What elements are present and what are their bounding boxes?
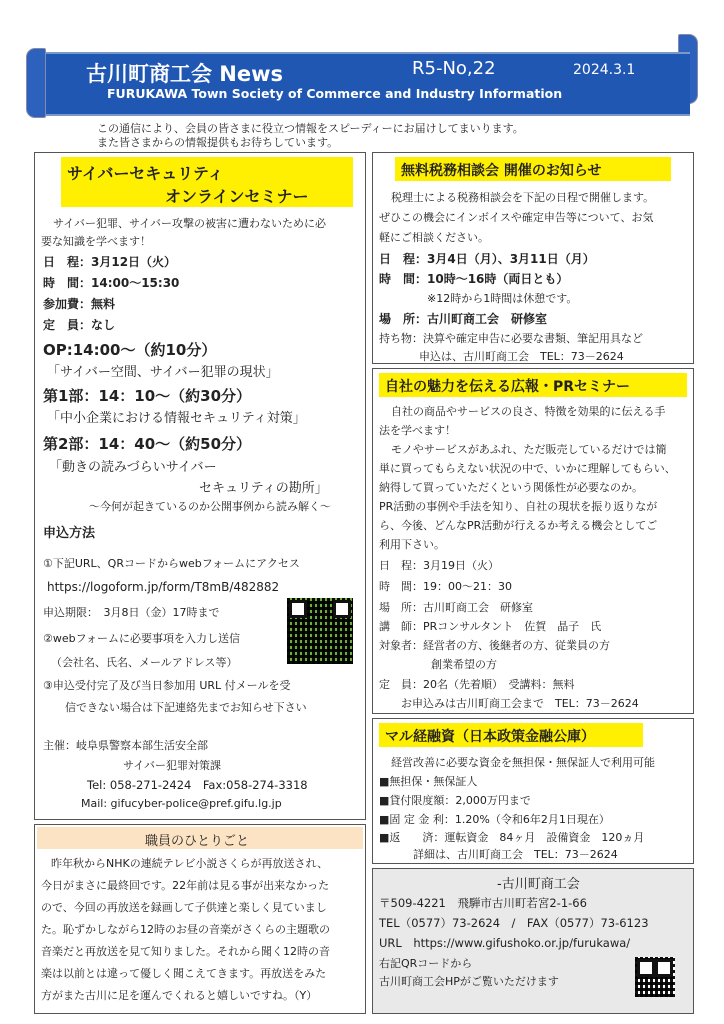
cyber-seminar-box xyxy=(34,152,366,820)
intro-line-2: また皆さまからの情報提供もお待ちしています。 xyxy=(97,136,339,149)
staff-line-4: た。恥ずかしながら12時のお昼の音楽がさくらの主題歌の xyxy=(41,923,330,936)
cyber-step-1: ①下記URL、QRコードからwebフォームにアクセス xyxy=(43,557,300,570)
footer-name: -古川町商工会 xyxy=(497,877,580,892)
staff-line-6: 楽は以前とは違って優しく聞こえてきます。再放送をみた xyxy=(41,967,327,980)
cyber-lead-2: 要な知識を学べます！ xyxy=(41,235,151,248)
pr-seminar-box xyxy=(372,368,694,714)
tax-place: 場 所：古川町商工会 研修室 xyxy=(379,312,548,326)
footer-tel-fax: TEL（0577）73-2624 / FAX（0577）73-6123 xyxy=(379,916,649,930)
staff-line-7: 方がまた古川に足を運んでくれると嬉しいですね。（Y） xyxy=(41,989,318,1002)
loan-item-2: ■貸付限度額：2,000万円まで xyxy=(379,794,531,807)
cyber-part2-title-2: セキュリティの勘所」 xyxy=(199,481,328,496)
cyber-apply-heading: 申込方法 xyxy=(43,526,96,541)
loan-item-1: ■無担保・無保証人 xyxy=(379,775,478,788)
pr-line-2: 法を学べます！ xyxy=(379,424,456,437)
staff-line-1: 昨年秋からNHKの連続テレビ小説さくらが再放送され、 xyxy=(51,857,329,870)
pr-lecturer: 講 師：PRコンサルタント 佐賀 晶子 氏 xyxy=(379,620,602,633)
cyber-time: 時 間：14:00～15:30 xyxy=(43,276,180,290)
issue-number: R5-No,22 xyxy=(412,58,496,79)
newsletter-title: 古川町商工会 News xyxy=(86,62,284,86)
tax-time: 時 間：10時～16時（両日とも） xyxy=(379,272,569,286)
cyber-deadline: 申込期限： 3月8日（金）17時まで xyxy=(43,606,220,619)
cyber-date: 日 程：3月12日（火） xyxy=(43,255,177,269)
pr-place: 場 所：古川町商工会 研修室 xyxy=(379,601,533,614)
cyber-heading-1: サイバーセキュリティ xyxy=(67,164,224,183)
pr-apply: お申込みは古川町商工会まで TEL：73－2624 xyxy=(401,697,639,710)
pr-target-2: 創業希望の方 xyxy=(431,658,497,671)
cyber-part2-title-1: 「動きの読みづらいサイバー xyxy=(49,460,217,475)
cyber-tel-fax: Tel: 058-271-2424 Fax:058-274-3318 xyxy=(87,778,308,792)
cyber-lead-1: サイバー犯罪、サイバー攻撃の被害に遭わないために必 xyxy=(53,217,327,230)
tax-bring: 持ち物：決算や確定申告に必要な書類、筆記用具など xyxy=(379,332,643,345)
cyber-part1-title: 「中小企業における情報セキュリティ対策」 xyxy=(47,411,306,426)
footer-hp-note: 古川町商工会HPがご覧いただけます xyxy=(379,975,559,988)
cyber-host-2: サイバー犯罪対策課 xyxy=(123,759,222,772)
pr-line-6: PR活動の事例や手法を知り、自社の現状を振り返りなが xyxy=(379,500,658,513)
tax-line-3: 軽にご相談ください。 xyxy=(379,231,489,244)
tax-consultation-box xyxy=(372,152,694,364)
pr-date: 日 程：3月19日（火） xyxy=(379,559,499,572)
staff-line-3: ので、今回の再放送を録画して子供達と楽しく見ていまし xyxy=(41,901,327,914)
pr-line-1: 自社の商品やサービスの良さ、特徴を効果的に伝える手 xyxy=(391,405,666,418)
cyber-fee: 参加費：無料 xyxy=(43,297,116,311)
intro-line-1: この通信により、会員の皆さまに役立つ情報をスピーディーにお届けしてまいります。 xyxy=(97,122,524,135)
cyber-part2: 第2部：14：40～（約50分） xyxy=(43,435,252,453)
banner-scroll-left xyxy=(26,48,46,118)
pr-capacity: 定 員：20名（先着順） 受講料：無料 xyxy=(379,678,575,691)
pr-heading: 自社の魅力を伝える広報・PRセミナー xyxy=(385,379,631,395)
cyber-op: OP:14:00～（約10分） xyxy=(43,341,217,359)
pr-time: 時 間：19：00～21：30 xyxy=(379,580,512,593)
issue-date: 2024.3.1 xyxy=(573,62,636,78)
loan-box xyxy=(372,718,694,864)
tax-heading: 無料税務相談会 開催のお知らせ xyxy=(401,163,602,179)
loan-detail: 詳細は、古川町商工会 TEL：73－2624 xyxy=(413,848,618,861)
cyber-part2-subtitle: ～今何が起きているのか公開事例から読み解く～ xyxy=(89,500,331,513)
staff-line-5: 音楽だと再放送を見て知りました。それから聞く12時の音 xyxy=(41,945,330,958)
pr-line-7: ら、今後、どんなPR活動が行えるか考える機会としてご xyxy=(379,519,658,532)
tax-note: ※12時から1時間は休憩です。 xyxy=(427,292,578,305)
tax-line-2: ぜひこの機会にインボイスや確定申告等について、お気 xyxy=(379,211,654,224)
newsletter-subtitle: FURUKAWA Town Society of Commerce and Industry Information xyxy=(107,86,563,101)
cyber-host-1: 主催：岐阜県警察本部生活安全部 xyxy=(43,739,208,752)
cyber-step-3a: ③申込受付完了及び当日参加用 URL 付メールを受 xyxy=(43,679,291,692)
loan-item-4: ■返 済：運転資金 84ヶ月 設備資金 120ヵ月 xyxy=(379,831,645,844)
contact-footer-box xyxy=(372,868,694,1014)
cyber-heading-2: オンラインセミナー xyxy=(165,187,309,206)
staff-column-box xyxy=(34,824,366,1014)
loan-item-3: ■固 定 金 利：1.20%（令和6年2月1日現在） xyxy=(379,813,610,826)
pr-target-1: 対象者：経営者の方、後継者の方、従業員の方 xyxy=(379,639,610,652)
tax-date: 日 程：3月4日（月）、3月11日（月） xyxy=(379,252,595,266)
cyber-step-3b: 信できない場合は下記連絡先までお知らせ下さい xyxy=(65,701,307,714)
cyber-mail[interactable]: Mail: gifucyber-police@pref.gifu.lg.jp xyxy=(81,797,282,810)
cyber-form-url[interactable]: https://logoform.jp/form/T8mB/482882 xyxy=(47,580,280,594)
pr-line-8: 利用下さい。 xyxy=(379,538,445,551)
tax-line-1: 税理士による税務相談会を下記の日程で開催します。 xyxy=(391,191,655,204)
cyber-step-2: ②webフォームに必要事項を入力し送信 xyxy=(43,632,241,645)
loan-lead: 経営改善に必要な資金を無担保・無保証人で利用可能 xyxy=(391,756,655,769)
pr-line-3: モノやサービスがあふれ、ただ販売しているだけでは簡 xyxy=(391,443,667,456)
tax-apply: 申込は、古川町商工会 TEL：73－2624 xyxy=(419,350,624,363)
pr-line-5: 納得して買っていただくという関係性が必要なのか。 xyxy=(379,481,643,494)
cyber-step-2-note: （会社名、氏名、メールアドレス等） xyxy=(51,656,238,669)
cyber-capacity: 定 員：なし xyxy=(43,318,116,332)
cyber-part1: 第1部：14：10～（約30分） xyxy=(43,387,252,405)
footer-url[interactable]: URL https://www.gifushoko.or.jp/furukawa/ xyxy=(379,936,631,950)
footer-qr-note: 右記QRコードから xyxy=(379,957,473,970)
cyber-op-title: 「サイバー空間、サイバー犯罪の現状」 xyxy=(47,365,279,380)
cyber-qr-code[interactable] xyxy=(287,598,353,664)
footer-qr-code[interactable] xyxy=(635,957,675,997)
staff-line-2: 今日がまさに最終回です。22年前は見る事が出来なかった xyxy=(41,879,330,892)
footer-address: 〒509-4221 飛騨市古川町若宮2-1-66 xyxy=(379,896,587,910)
staff-heading: 職員のひとりごと xyxy=(145,834,250,849)
pr-line-4: 単に買ってもらえない状況の中で、いかに理解してもらい、 xyxy=(379,462,676,475)
loan-heading: マル経融資（日本政策金融公庫） xyxy=(385,729,595,745)
